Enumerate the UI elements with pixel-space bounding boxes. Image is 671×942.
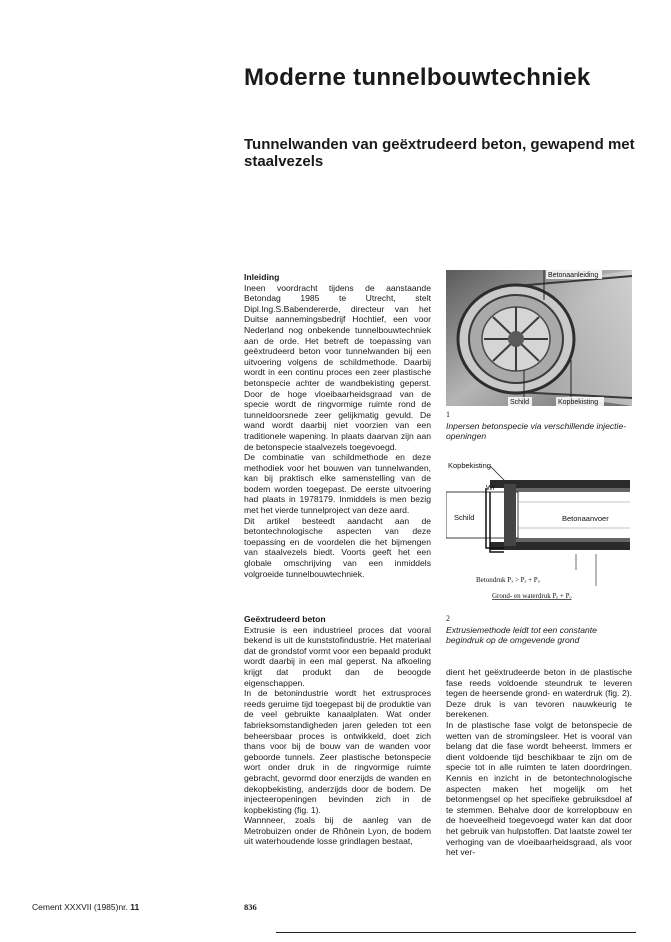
section-heading-geextrudeerd-beton: Geëxtrudeerd beton (244, 614, 326, 624)
figure-2-label-top: Kopbekisting (448, 461, 491, 470)
figure-2-formula-1: Betondruk Pₓ > Pₑ + Pₒ (476, 576, 540, 584)
tunnel-shield-photo-image (446, 270, 632, 406)
paragraph: In de betonindustrie wordt het extrusproces reeds geruime tijd toegepast bij de produktie van de veel gebruikte kanaalplaten. Wat onder fabrieksomstandigheden jaren geleden tot een beheersbaar proces is ontwikkeld, doet zich thans voor bij de bouw van de wanden voor geboorde tunnels. Zeer plastische betonspecie wort onder druk in de ringvormige ruimte gebracht, gevormd door enerzijds de wanden en dekopbekisting, anderzijds door de bodem. De injecteeropeningen bevinden zich in de kopbekisting (fig. 1). (244, 688, 431, 815)
left-column (244, 272, 431, 579)
extrusion-diagram-image (446, 458, 632, 606)
figure-2-caption-text: Extrusiemethode leidt tot een constante begindruk op de omgevende grond (446, 624, 597, 645)
figure-1-number: 1 (446, 410, 450, 419)
right-column (446, 667, 632, 858)
footer-issue: 11 (130, 902, 140, 912)
left-column-lower (244, 614, 431, 847)
paragraph: De combinatie van schildmethode en deze methodiek voor het bouwen van tunnelwanden, kan bij praktisch elke samenstelling van de bodem worden toegepast. De eerste uitvoering had plaats in 1978179. Inmiddels is men bezig met het vierde tunnelproject van deze aard. (244, 452, 431, 516)
figure-2-label-wr: Wr (486, 485, 495, 492)
figure-1-label-left: Schild (510, 399, 530, 406)
figure-2-label-schild: Schild (454, 513, 475, 522)
article-subtitle: Tunnelwanden van geëxtrudeerd beton, gewapend met staalvezels (244, 136, 635, 170)
figure-1-label-top: Betonaanleiding (548, 272, 599, 279)
figure-2-number: 2 (446, 614, 450, 623)
figure-2-label-inner: Betonaanvoer (562, 514, 609, 523)
figure-1-label-right: Kopbekisting (558, 399, 599, 406)
paragraph: Dit artikel besteedt aandacht aan de betontechnologische aspecten van deze toepassing en de voordelen die het bijmengen van staalvezels biedt. Voorts geeft het een globale omschrijving van een inmiddels volgroeide tunnelbouwtechniek. (244, 515, 431, 579)
figure-1-caption (446, 410, 632, 442)
page-title: Moderne tunnelbouwtechniek (244, 64, 591, 91)
figure-2-formula-2: Grond- en waterdruk Pₑ + Pₒ (492, 592, 572, 600)
paragraph: Ineen voordracht tijdens de aanstaande Betondag 1985 te Utrecht, stelt Dipl.Ing.S.Babendererde, directeur van het Duitse aannemingsbedrijf Hochtief, een voor Nederland nog onbekende tunnelbouwtechniek aan de orde. Het betreft de toepassing van geëxtrudeerd beton voor tunnelwanden bij een uitvoering volgens de schildmethode. Daarbij wordt in een continu proces een zeer plastische betonspecie achter de wandbekisting geperst. Door de hoge vloeibaarheidsgraad van de specie wordt de ringvormige ruimte rond de tunneldoorsnede zeer gelijkmatig gevuld. De wand wordt daarbij niet voorzien van een traditionele wapening. In plaats daarvan zijn aan de betonspecie staalvezels toegevoegd. (244, 282, 431, 452)
footer-divider (276, 932, 636, 933)
figure-2-caption (446, 614, 632, 646)
figure-1-photo (446, 270, 632, 406)
paragraph: Extrusie is een industrieel proces dat vooral bekend is uit de kunststofindustrie. Het materiaal dat de grondstof vormt voor een bepaald produkt wordt daarbij in een mal geperst. Na afkoeling krijgt dat produkt dan de beoogde eigenschappen. (244, 624, 431, 688)
footer-journal-text: Cement XXXVII (1985)nr. (32, 902, 128, 912)
figure-1-caption-text: Inpersen betonspecie via verschillende injectie-openingen (446, 420, 627, 441)
paragraph: Wannneer, zoals bij de aanleg van de Metrobuizen onder de Rhônein Lyon, de bodem uit waterhoudende losse grindlagen bestaat, (244, 815, 431, 847)
section-heading-inleiding: Inleiding (244, 272, 280, 282)
page-number: 836 (244, 902, 257, 912)
paragraph: In de plastische fase volgt de betonspecie de wetten van de stromingsleer. Het is vooral van belang dat die fase wordt beheerst. Immers er dient voldoende tijd beschikbaar te zijn om de specie tot in alle ruimten te laten doordringen. Kennis en inzicht in de betontechnologische aspecten maken het mogelijk om het betonmengsel op het specifieke gebruiksdoel af te stemmen. Behalve door de korrelopbouw en de hoeveelheid toegevoegd water kan dat door het gebruik van hulpstoffen. Dat laatste zowel ter verhoging van de vloeibaarheidsgraad, als voor het ver- (446, 719, 632, 858)
footer-journal (32, 902, 139, 912)
figure-2-diagram (446, 458, 632, 606)
paragraph: dient het geëxtrudeerde beton in de plastische fase reeds voldoende steundruk te leveren tegen de heersende grond- en waterdruk (fig. 2). Deze druk is van tevoren nauwkeurig te berekenen. (446, 667, 632, 720)
